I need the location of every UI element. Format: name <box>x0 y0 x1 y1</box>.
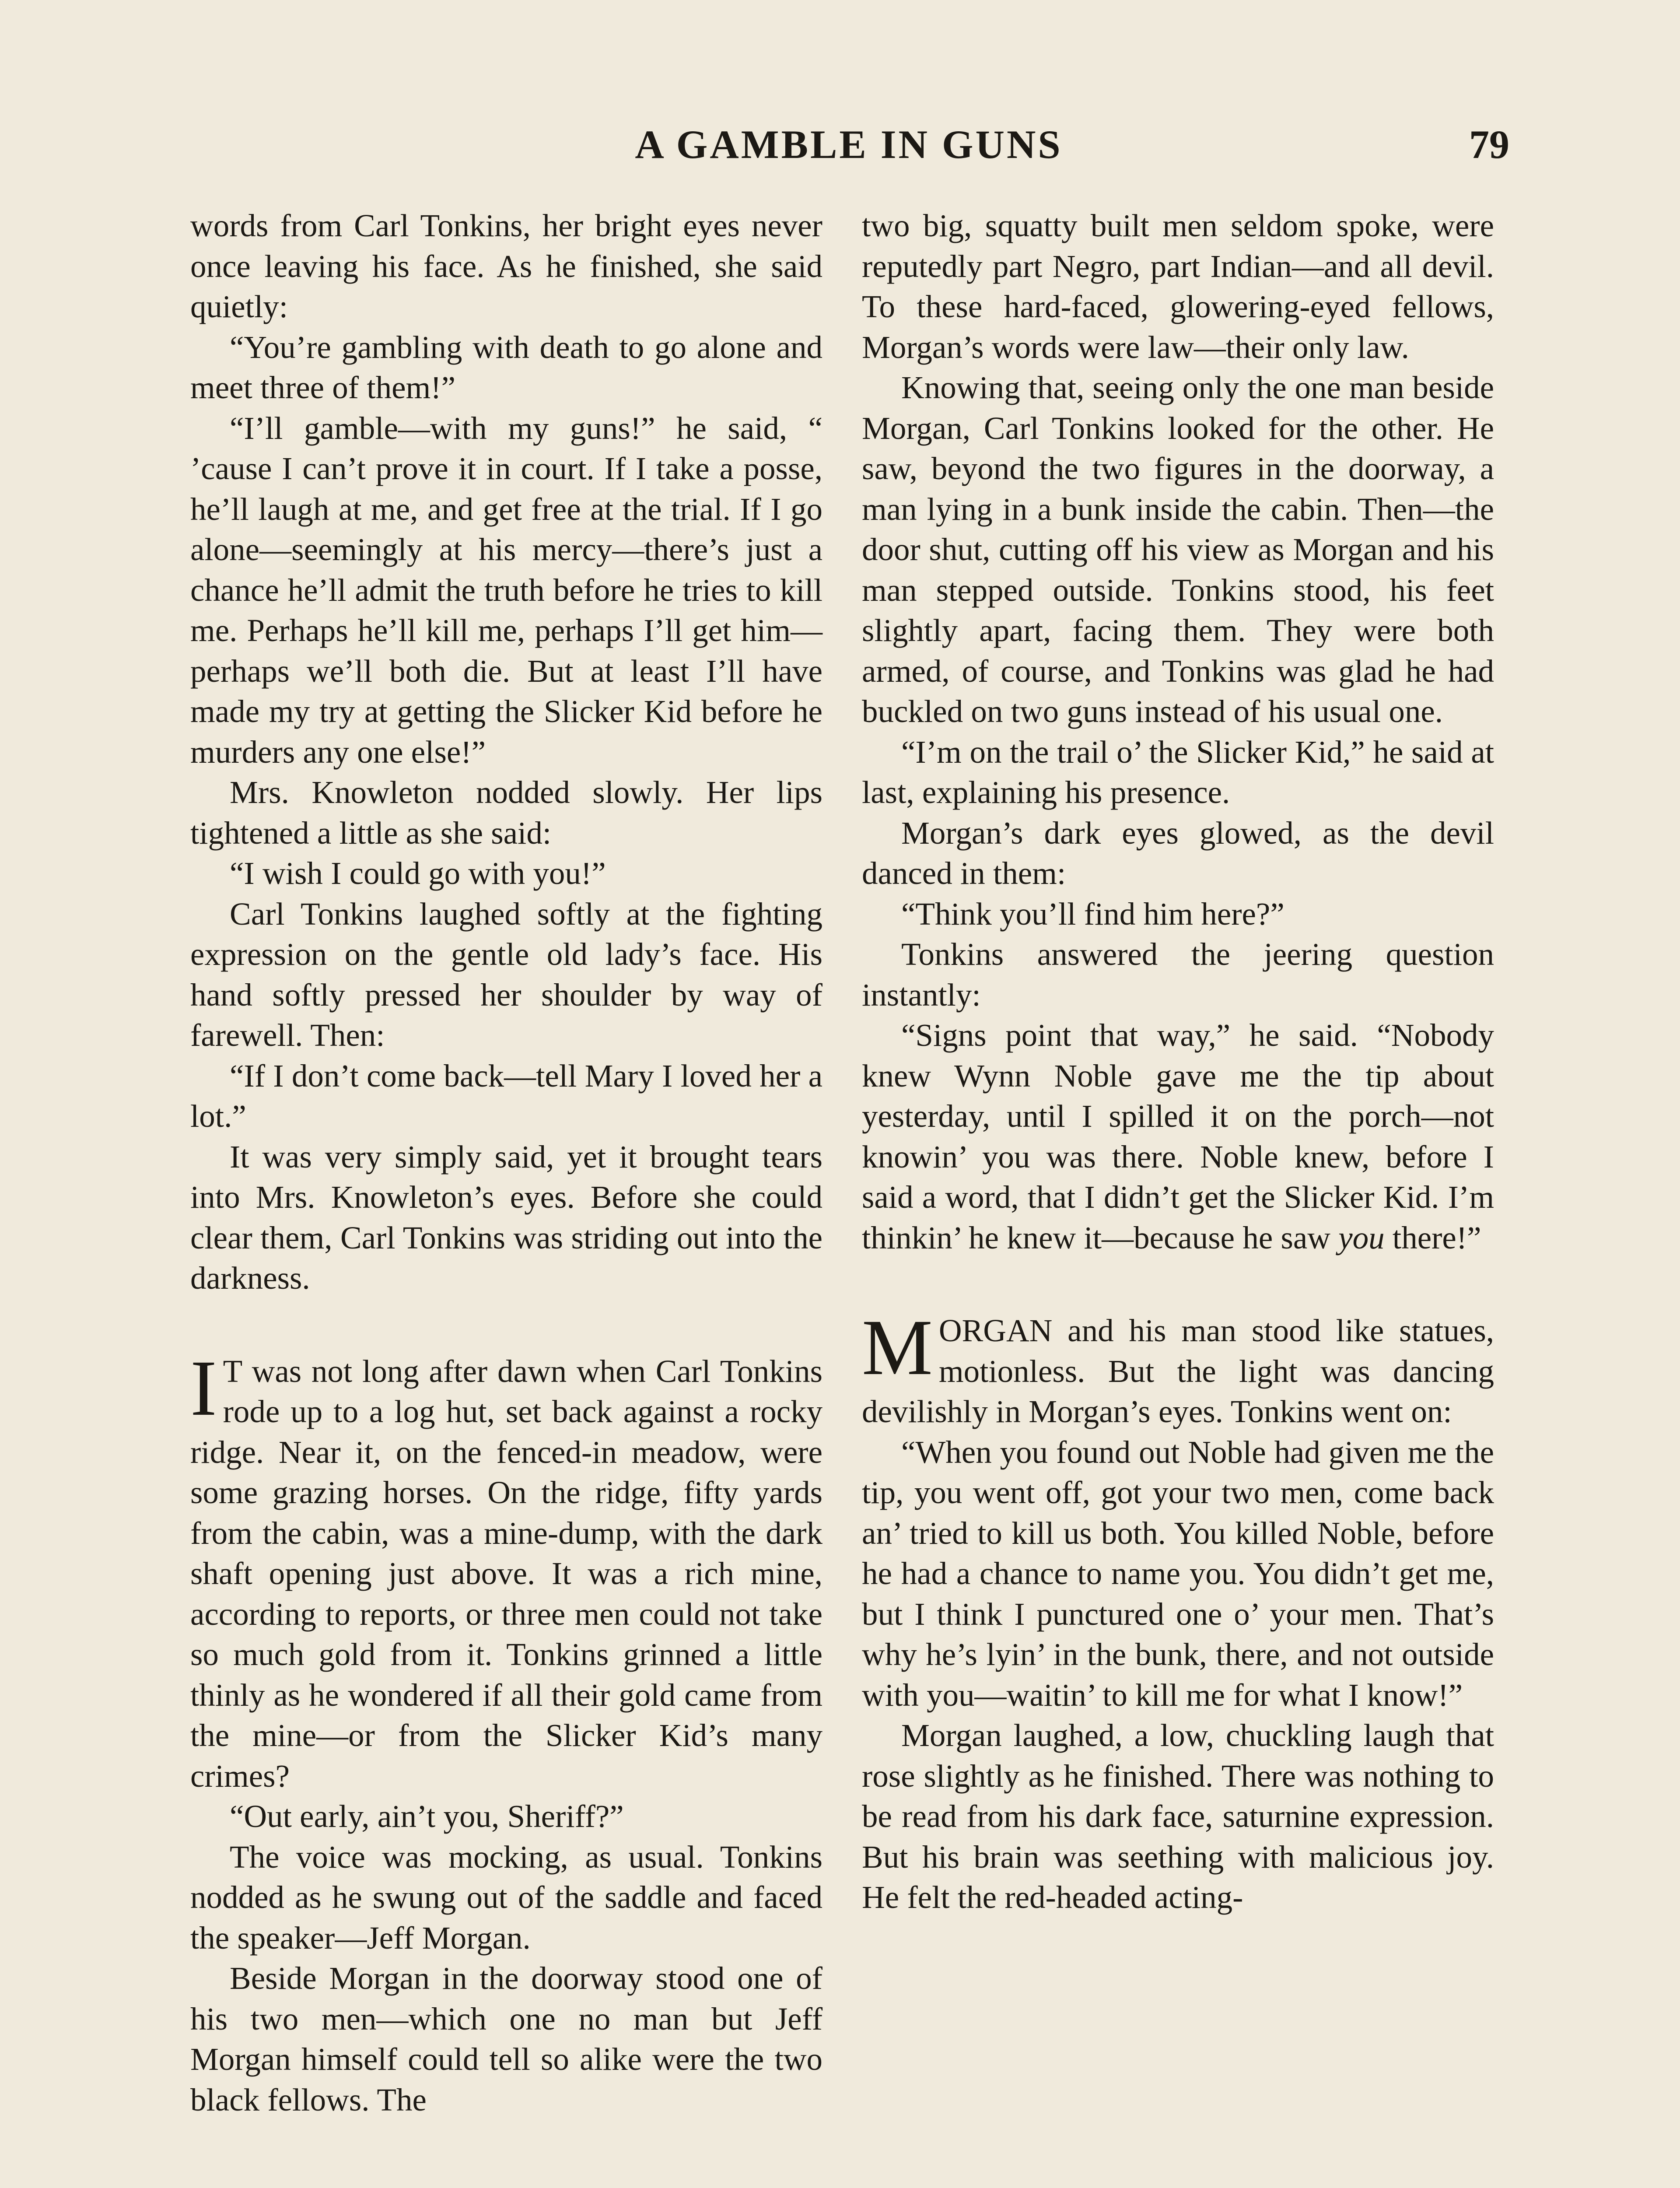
paragraph: “If I don’t come back—tell Mary I loved her a lot.” <box>190 1058 822 1134</box>
page-number: 79 <box>1469 122 1509 167</box>
paragraph: Mrs. Knowleton nodded slowly. Her lips tightened a little as she said: <box>190 775 822 851</box>
emphasis-text: you <box>1338 1220 1385 1255</box>
paragraph: words from Carl Tonkins, her bright eyes never once leaving his face. As he finished, she said quietly: <box>190 208 822 324</box>
paragraph-text: there!” <box>1392 1220 1481 1255</box>
running-title: A GAMBLE IN GUNS <box>635 122 1063 167</box>
paragraph-text: “Signs point that way,” he said. “Nobody knew Wynn Noble gave me the tip about yesterday, until I spilled it on the porch—not knowin’ you was there. Noble knew, before I said a word, that I didn’t get the Slicker Kid. I’m thinkin’ he knew it—because he saw <box>862 1017 1494 1255</box>
paragraph: The voice was mocking, as usual. Tonkins nodded as he swung out of the saddle and faced the speaker—Jeff Morgan. <box>190 1839 822 1956</box>
paragraph: “I’ll gamble—with my guns!” he said, “ ’cause I can’t prove it in court. If I take a posse, he’ll laugh at me, and get free at the trial. If I go alone—seemingly at his mercy—there’s just a chance he’ll admit the truth before he tries to kill me. Perhaps he’ll kill me, perhaps I’ll get him—perhaps we’ll both die. But at least I’ll have made my try at getting the Slicker Kid before he murders any one else!” <box>190 410 822 770</box>
paragraph: two big, squatty built men seldom spoke, were reputedly part Negro, part Indian—and all devil. To these hard-faced, glowering-eyed fellows, Morgan’s words were law—their only law. <box>862 208 1494 365</box>
drop-cap: I <box>190 1344 217 1432</box>
paragraph: Carl Tonkins laughed softly at the fighting expression on the gentle old lady’s face. His hand softly pressed her shoulder by way of farewell. Then: <box>190 896 822 1053</box>
paragraph: Morgan’s dark eyes glowed, as the devil danced in them: <box>862 815 1494 891</box>
paragraph: “You’re gambling with death to go alone and meet three of them!” <box>190 329 822 405</box>
section-text: ORGAN and his man stood like statues, motionless. But the light was dancing devilishly in Morgan’s eyes. Tonkins went on: <box>862 1313 1494 1429</box>
paragraph: Knowing that, seeing only the one man beside Morgan, Carl Tonkins looked for the other. He saw, beyond the two figures in the doorway, a man lying in a bunk inside the cabin. Then—the door shut, cutting off his view as Morgan and his man stepped outside. Tonkins stood, his feet slightly apart, facing them. They were both armed, of course, and Tonkins was glad he had buckled on two guns instead of his usual one. <box>862 370 1494 729</box>
drop-cap: M <box>862 1304 933 1392</box>
paragraph: “I’m on the trail o’ the Slicker Kid,” he said at last, explaining his presence. <box>862 734 1494 810</box>
paragraph: “When you found out Noble had given me the tip, you went off, got your two men, come back an’ tried to kill us both. You killed Noble, before he had a chance to name you. You didn’t get me, but I think I punctured one o’ your men. That’s why he’s lyin’ in the bunk, there, and not outside with you—waitin’ to kill me for what I know!” <box>862 1434 1494 1713</box>
paragraph: “I wish I could go with you!” <box>230 856 606 891</box>
paragraph: “Think you’ll find him here?” <box>901 896 1284 932</box>
section-opening-paragraph <box>190 1344 822 1797</box>
paragraph: Tonkins answered the jeering question instantly: <box>862 936 1494 1013</box>
right-column <box>862 206 1494 1918</box>
paragraph: It was very simply said, yet it brought tears into Mrs. Knowleton’s eyes. Before she could clear them, Carl Tonkins was striding out into the darkness. <box>190 1139 822 1296</box>
section-text: T was not long after dawn when Carl Tonkins rode up to a log hut, set back against a rocky ridge. Near it, on the fenced-in meadow, were some grazing horses. On the ridge, fifty yards from the cabin, was a mine-dump, with the dark shaft opening just above. It was a rich mine, according to reports, or three men could not take so much gold from it. Tonkins grinned a little thinly as he wondered if all their gold came from the mine—or from the Slicker Kid’s many crimes? <box>190 1353 822 1794</box>
section-opening-paragraph <box>862 1304 1494 1432</box>
paragraph: “Out early, ain’t you, Sheriff?” <box>230 1799 624 1834</box>
paragraph: Beside Morgan in the doorway stood one of his two men—which one no man but Jeff Morgan himself could tell so alike were the two black fellows. The <box>190 1960 822 2118</box>
left-column <box>190 206 822 2120</box>
paragraph <box>862 1015 1494 1258</box>
paragraph: Morgan laughed, a low, chuckling laugh that rose slightly as he finished. There was nothing to be read from his dark face, saturnine expression. But his brain was seething with malicious joy. He felt the red-headed acting- <box>862 1718 1494 1915</box>
page-header <box>188 118 1509 171</box>
